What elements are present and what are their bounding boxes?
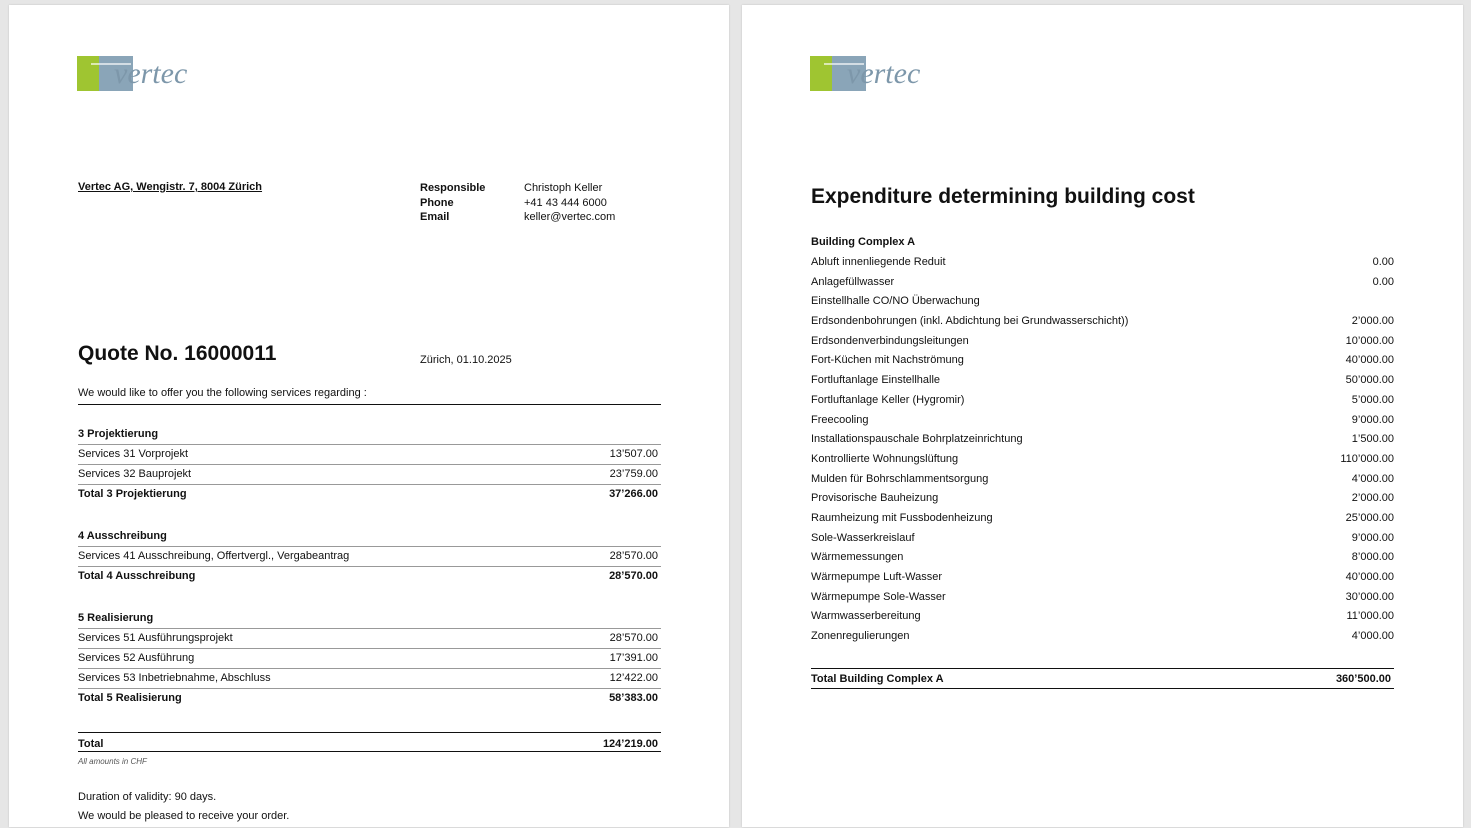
item-value: 11’000.00 (1346, 610, 1394, 623)
item-value: 0.00 (1372, 275, 1394, 288)
row-value: 17’391.00 (609, 652, 658, 664)
item-label: Einstellhalle CO/NO Überwachung (811, 295, 980, 308)
list-item (811, 588, 1394, 608)
item-label: Wärmepumpe Sole-Wasser (811, 590, 946, 603)
item-value: 40’000.00 (1345, 354, 1394, 367)
list-item (811, 489, 1394, 509)
list-item (811, 253, 1394, 273)
item-label: Fortluftanlage Keller (Hygromir) (811, 393, 965, 406)
total-value: 360’500.00 (1335, 673, 1391, 685)
item-label: Fort-Küchen mit Nachströmung (811, 354, 964, 367)
list-item (811, 371, 1394, 391)
contact-values (524, 181, 615, 225)
row-label: Services 52 Ausführung (78, 652, 195, 664)
item-label: Mulden für Bohrschlammentsorgung (811, 472, 989, 485)
item-value: 4’000.00 (1351, 630, 1394, 643)
item-value: 50’000.00 (1345, 374, 1394, 387)
item-label: Erdsondenbohrungen (inkl. Abdichtung bei Grundwasserschicht)) (811, 315, 1129, 328)
item-value: 4’000.00 (1351, 472, 1394, 485)
contact-phone: +41 43 444 6000 (524, 196, 607, 209)
section-projektierung (78, 425, 661, 504)
item-label: Installationspauschale Bohrplatzeinrichtung (811, 433, 1023, 446)
vertec-logo (810, 51, 940, 91)
table-row (78, 445, 661, 465)
section-title: 5 Realisierung (78, 609, 661, 629)
list-item (811, 568, 1394, 588)
row-label: Services 53 Inbetriebnahme, Abschluss (78, 672, 271, 684)
list-item (811, 391, 1394, 411)
contact-label-responsible: Responsible (420, 182, 486, 194)
total-value: 58’383.00 (609, 692, 658, 704)
section-title: 4 Ausschreibung (78, 527, 661, 547)
item-label: Wärmemessungen (811, 551, 904, 564)
list-item (811, 450, 1394, 470)
row-value: 28’570.00 (609, 632, 658, 644)
closing-text: We would be pleased to receive your order. (78, 810, 290, 822)
contact-label-email: Email (420, 211, 450, 223)
grand-total-value: 124’219.00 (602, 738, 658, 750)
total-label: Total Building Complex A (811, 673, 944, 685)
item-value: 30’000.00 (1345, 590, 1394, 603)
row-label: Services 31 Vorprojekt (78, 448, 189, 460)
item-label: Warmwasserbereitung (811, 610, 921, 623)
table-row (78, 669, 661, 689)
item-label: Raumheizung mit Fussbodenheizung (811, 511, 993, 524)
grand-total-row (78, 732, 661, 752)
total-value: 28’570.00 (609, 570, 658, 582)
total-label: Total 5 Realisierung (78, 692, 182, 704)
item-value: 110’000.00 (1340, 452, 1394, 465)
item-value: 9’000.00 (1351, 531, 1394, 544)
sender-address: Vertec AG, Wengistr. 7, 8004 Zürich (78, 181, 263, 193)
list-item (811, 351, 1394, 371)
list-item (811, 529, 1394, 549)
contact-name: Christoph Keller (524, 182, 603, 194)
quote-title: Quote No. 16000011 (78, 342, 277, 365)
building-complex-title: Building Complex A (811, 236, 916, 248)
section-total-row (78, 567, 661, 586)
table-row (78, 465, 661, 485)
expenditure-title: Expenditure determining building cost (811, 185, 1195, 208)
list-item (811, 470, 1394, 490)
quote-date: Zürich, 01.10.2025 (420, 354, 512, 366)
table-row (78, 629, 661, 649)
item-label: Abluft innenliegende Reduit (811, 256, 946, 268)
section-title: 3 Projektierung (78, 425, 661, 445)
list-item (811, 430, 1394, 450)
item-value: 0.00 (1372, 256, 1394, 268)
item-label: Kontrollierte Wohnungslüftung (811, 452, 959, 465)
list-item (811, 411, 1394, 431)
row-value: 23’759.00 (609, 468, 658, 480)
expenditure-page (742, 5, 1463, 827)
building-complex-total-row (811, 668, 1394, 689)
table-row (78, 547, 661, 567)
item-value: 25’000.00 (1345, 511, 1394, 524)
contact-label-phone: Phone (420, 196, 454, 209)
list-item (811, 607, 1394, 627)
vertec-logo (77, 51, 207, 91)
row-value: 13’507.00 (609, 448, 658, 460)
item-value: 8’000.00 (1351, 551, 1394, 564)
row-value: 28’570.00 (609, 550, 658, 562)
row-label: Services 32 Bauprojekt (78, 468, 192, 480)
total-value: 37’266.00 (609, 488, 658, 500)
item-value: 1’500.00 (1351, 433, 1394, 446)
list-item (811, 332, 1394, 352)
currency-note: All amounts in CHF (78, 757, 147, 766)
item-label: Fortluftanlage Einstellhalle (811, 374, 941, 387)
quote-page (9, 5, 729, 827)
item-label: Provisorische Bauheizung (811, 492, 939, 505)
item-value: 40’000.00 (1345, 571, 1394, 583)
contact-labels (420, 181, 485, 225)
list-item (811, 312, 1394, 332)
section-ausschreibung (78, 527, 661, 586)
svg-text:vertec: vertec (847, 57, 921, 90)
row-label: Services 51 Ausführungsprojekt (78, 632, 233, 644)
grand-total-label: Total (78, 738, 104, 750)
contact-email: keller@vertec.com (524, 211, 616, 223)
svg-text:vertec: vertec (114, 57, 188, 90)
item-label: Wärmepumpe Luft-Wasser (811, 571, 943, 583)
list-item (811, 273, 1394, 293)
item-label: Sole-Wasserkreislauf (811, 531, 915, 544)
item-value: 2’000.00 (1351, 315, 1394, 328)
item-label: Erdsondenverbindungsleitungen (811, 334, 969, 347)
item-value: 9’000.00 (1351, 413, 1394, 426)
section-total-row (78, 485, 661, 504)
total-label: Total 4 Ausschreibung (78, 570, 196, 582)
item-label: Anlagefüllwasser (811, 275, 895, 288)
list-item (811, 292, 1394, 312)
total-label: Total 3 Projektierung (78, 488, 187, 500)
item-value: 2’000.00 (1351, 492, 1394, 505)
item-label: Zonenregulierungen (811, 630, 910, 643)
list-item (811, 627, 1394, 647)
list-item (811, 548, 1394, 568)
section-realisierung (78, 609, 661, 708)
table-row (78, 649, 661, 669)
quote-intro: We would like to offer you the following services regarding : (78, 387, 661, 405)
row-label: Services 41 Ausschreibung, Offertvergl., Vergabeantrag (78, 550, 350, 562)
row-value: 12’422.00 (609, 672, 658, 684)
validity-text: Duration of validity: 90 days. (78, 791, 217, 803)
section-total-row (78, 689, 661, 708)
item-value: 10’000.00 (1345, 334, 1394, 347)
item-label: Freecooling (811, 413, 869, 426)
expenditure-list (811, 253, 1394, 647)
item-value: 5’000.00 (1351, 393, 1394, 406)
list-item (811, 509, 1394, 529)
